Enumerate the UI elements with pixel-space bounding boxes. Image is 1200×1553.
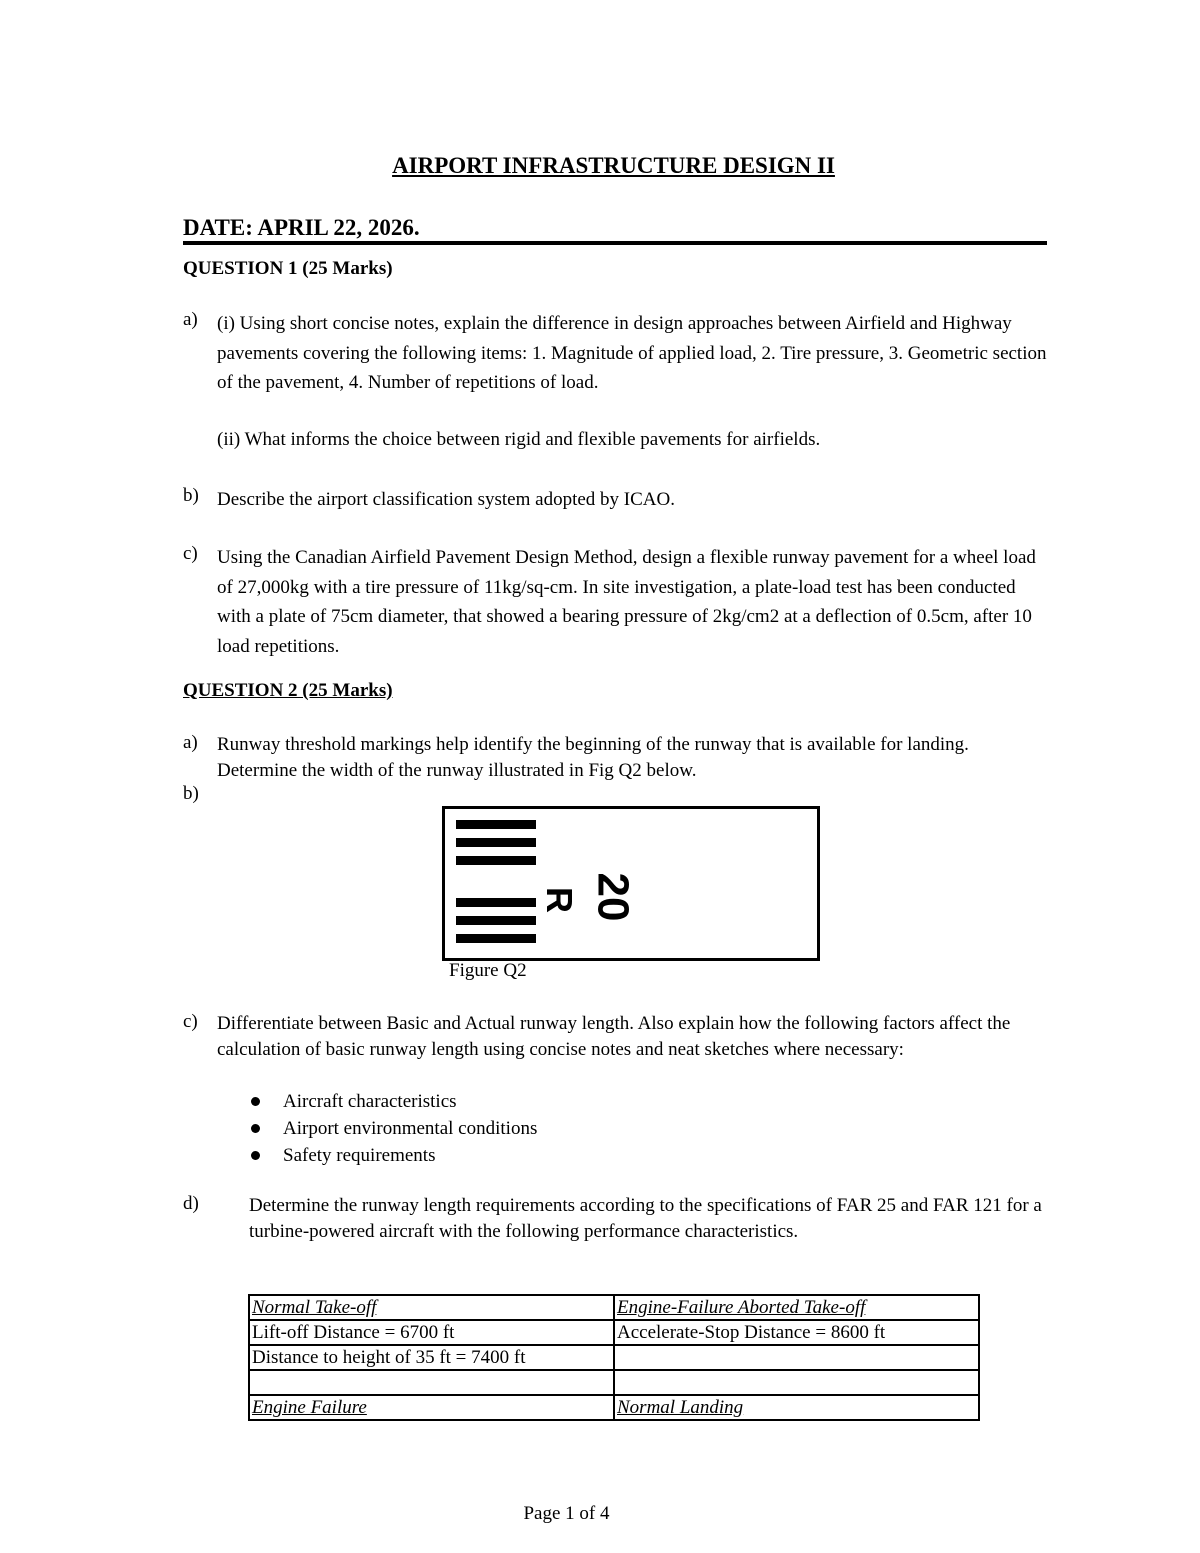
threshold-stripe [456, 838, 536, 847]
table-cell: Lift-off Distance = 6700 ft [249, 1320, 614, 1345]
runway-designator [540, 839, 640, 949]
q2-d-text: Determine the runway length requirements according to the specifications of FAR 25 and FAR 121 for a turbine-powered aircraft with the following performance characteristics. [249, 1195, 1042, 1242]
q1-c-label: c) [183, 543, 198, 564]
threshold-stripe [456, 820, 536, 829]
table-row [249, 1395, 979, 1420]
table-row [249, 1345, 979, 1370]
q2-c-label: c) [183, 1011, 198, 1032]
q1-a-label: a) [183, 309, 198, 330]
bullet-icon [251, 1151, 260, 1160]
table-cell [249, 1370, 614, 1395]
threshold-stripe [456, 856, 536, 865]
q1-b-text: Describe the airport classification system adopted by ICAO. [217, 489, 675, 510]
runway-threshold-figure [442, 806, 820, 961]
list-item: Safety requirements [250, 1142, 537, 1169]
bullet-icon [251, 1097, 260, 1106]
runway-letter: R [539, 887, 580, 913]
table-cell: Normal Landing [614, 1395, 979, 1420]
table-cell: Engine Failure [249, 1395, 614, 1420]
figure-caption: Figure Q2 [449, 960, 527, 981]
bullet-icon [251, 1124, 260, 1133]
question-1-heading: QUESTION 1 (25 Marks) [183, 258, 393, 279]
table-row [249, 1295, 979, 1320]
q2-a-text: Runway threshold markings help identify the beginning of the runway that is available for landing. Determine the width of the runway illustrated in Fig Q2 below. [217, 734, 969, 781]
table-cell: Normal Take-off [249, 1295, 614, 1320]
document-title: AIRPORT INFRASTRUCTURE DESIGN II [392, 153, 835, 178]
table-cell [614, 1370, 979, 1395]
table-cell [614, 1345, 979, 1370]
table-cell: Engine-Failure Aborted Take-off [614, 1295, 979, 1320]
table-row [249, 1370, 979, 1395]
table-cell: Accelerate-Stop Distance = 8600 ft [614, 1320, 979, 1345]
table-cell: Distance to height of 35 ft = 7400 ft [249, 1345, 614, 1370]
threshold-stripe [456, 934, 536, 943]
page-number: Page 1 of 4 [523, 1503, 610, 1524]
q2-b-label: b) [183, 783, 199, 804]
q1-c-text: Using the Canadian Airfield Pavement Design Method, design a flexible runway pavement for a wheel load of 27,000kg with a tire pressure of 11kg/sq-cm. In site investigation, a plate-load test has been conducted with a plate of 75cm diameter, that showed a bearing pressure of 2kg/cm2 at a deflection of 0.5cm, after 10 load repetitions. [217, 547, 1036, 657]
list-item: Airport environmental conditions [250, 1115, 537, 1142]
exam-date: DATE: APRIL 22, 2026. [183, 215, 420, 240]
header-divider [183, 241, 1047, 245]
runway-number: 20 [588, 872, 638, 922]
threshold-stripe [456, 898, 536, 907]
q2-d-label: d) [183, 1193, 199, 1214]
threshold-stripe [456, 916, 536, 925]
table-row [249, 1320, 979, 1345]
factor-list [250, 1088, 537, 1169]
q1-a-ii-text: (ii) What informs the choice between rigid and flexible pavements for airfields. [217, 429, 821, 450]
performance-table [248, 1294, 980, 1421]
q1-b-label: b) [183, 485, 199, 506]
list-item: Aircraft characteristics [250, 1088, 537, 1115]
q2-c-text: Differentiate between Basic and Actual runway length. Also explain how the following factors affect the calculation of basic runway length using concise notes and neat sketches where necessary: [217, 1013, 1011, 1060]
q2-a-label: a) [183, 732, 198, 753]
q1-a-i-text: (i) Using short concise notes, explain the difference in design approaches between Airfield and Highway pavements covering the following items: 1. Magnitude of applied load, 2. Tire pressure, 3. Geometric section of the pavement, 4. Number of repetitions of load. [217, 313, 1047, 393]
question-2-heading: QUESTION 2 (25 Marks) [183, 680, 393, 701]
